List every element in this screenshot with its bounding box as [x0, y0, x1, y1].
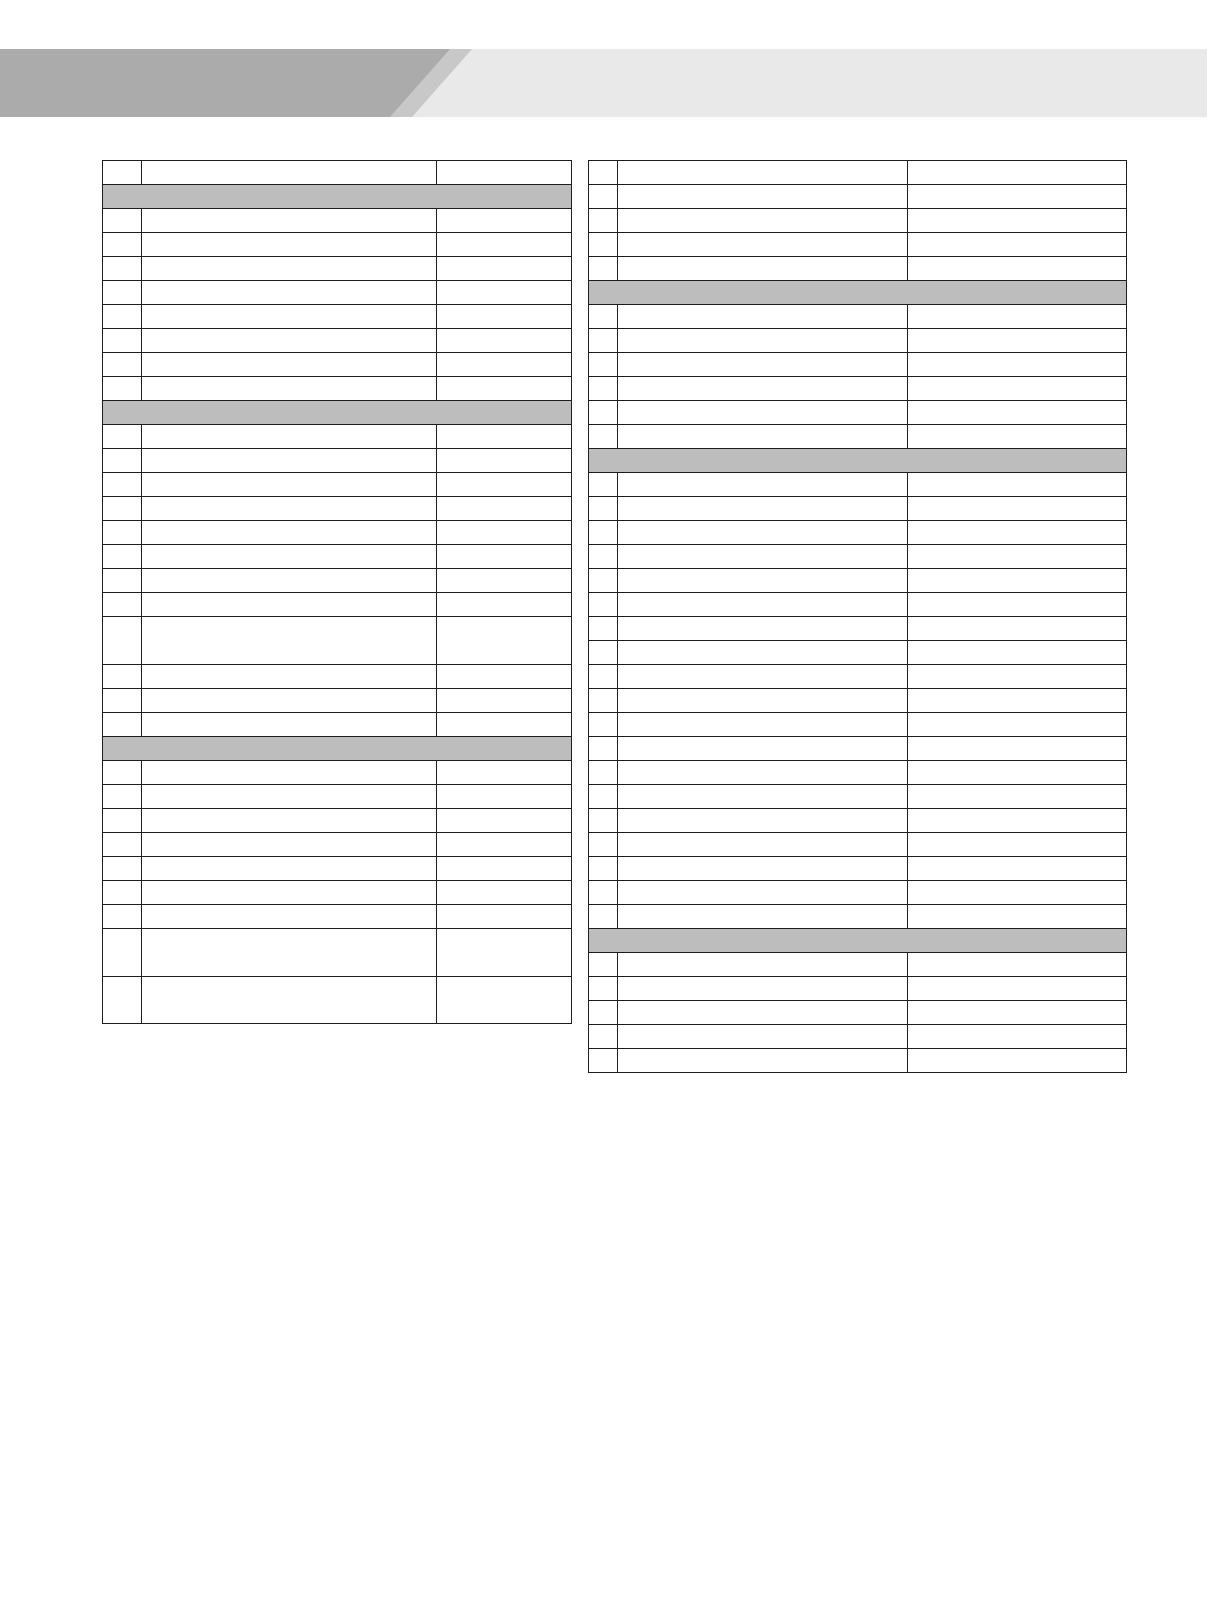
value-cell [908, 593, 1127, 617]
right-table-row [589, 737, 1127, 761]
number-cell [103, 593, 142, 617]
value-cell [908, 185, 1127, 209]
right-table-row [589, 689, 1127, 713]
right-table-row [589, 353, 1127, 377]
number-cell [103, 161, 142, 185]
left-table-body [103, 161, 572, 1024]
number-cell [103, 713, 142, 737]
value-cell [908, 521, 1127, 545]
value-cell [908, 833, 1127, 857]
number-cell [589, 593, 618, 617]
number-cell [589, 905, 618, 929]
number-cell [103, 521, 142, 545]
number-cell [103, 977, 142, 1024]
left-table-row [103, 713, 572, 737]
number-cell [589, 185, 618, 209]
number-cell [589, 1049, 618, 1073]
number-cell [589, 305, 618, 329]
description-cell [618, 857, 908, 881]
description-cell [618, 833, 908, 857]
right-table-row [589, 161, 1127, 185]
value-cell [437, 929, 572, 977]
value-cell [908, 641, 1127, 665]
left-table-row [103, 209, 572, 233]
left-section-header [103, 185, 572, 209]
value-cell [908, 617, 1127, 641]
banner-dark-band [0, 49, 450, 117]
description-cell [618, 305, 908, 329]
section-header-cell [103, 737, 572, 761]
left-table-row [103, 761, 572, 785]
number-cell [589, 881, 618, 905]
description-cell [142, 161, 437, 185]
left-table-row [103, 305, 572, 329]
right-table-body [589, 161, 1127, 1073]
number-cell [103, 857, 142, 881]
header-banner-graphic [0, 0, 1221, 130]
description-cell [618, 1025, 908, 1049]
right-table-row [589, 809, 1127, 833]
value-cell [437, 689, 572, 713]
description-cell [142, 905, 437, 929]
number-cell [103, 761, 142, 785]
number-cell [103, 569, 142, 593]
description-cell [142, 713, 437, 737]
right-table-row [589, 977, 1127, 1001]
number-cell [589, 497, 618, 521]
number-cell [589, 209, 618, 233]
left-table-row [103, 353, 572, 377]
section-header-cell [589, 929, 1127, 953]
description-cell [142, 233, 437, 257]
value-cell [437, 665, 572, 689]
description-cell [142, 881, 437, 905]
value-cell [908, 857, 1127, 881]
description-cell [618, 713, 908, 737]
number-cell [589, 785, 618, 809]
value-cell [908, 689, 1127, 713]
right-table-row [589, 593, 1127, 617]
left-table-row [103, 281, 572, 305]
number-cell [589, 401, 618, 425]
number-cell [589, 425, 618, 449]
description-cell [618, 809, 908, 833]
description-cell [142, 569, 437, 593]
description-cell [618, 1001, 908, 1025]
number-cell [103, 473, 142, 497]
value-cell [437, 425, 572, 449]
value-cell [437, 881, 572, 905]
description-cell [142, 761, 437, 785]
value-cell [437, 857, 572, 881]
description-cell [618, 977, 908, 1001]
left-table-row [103, 881, 572, 905]
value-cell [908, 569, 1127, 593]
number-cell [103, 257, 142, 281]
description-cell [142, 809, 437, 833]
right-table-row [589, 185, 1127, 209]
value-cell [908, 737, 1127, 761]
description-cell [142, 521, 437, 545]
right-table-row [589, 881, 1127, 905]
number-cell [103, 209, 142, 233]
number-cell [589, 641, 618, 665]
number-cell [589, 329, 618, 353]
value-cell [437, 521, 572, 545]
number-cell [589, 857, 618, 881]
left-table-row [103, 545, 572, 569]
description-cell [618, 161, 908, 185]
description-cell [142, 329, 437, 353]
value-cell [908, 713, 1127, 737]
description-cell [618, 233, 908, 257]
right-table-row [589, 1025, 1127, 1049]
description-cell [142, 617, 437, 665]
number-cell [589, 737, 618, 761]
right-table [588, 160, 1127, 1073]
description-cell [618, 329, 908, 353]
left-table-row [103, 569, 572, 593]
description-cell [618, 665, 908, 689]
section-header-cell [103, 185, 572, 209]
left-table [102, 160, 572, 1024]
value-cell [437, 473, 572, 497]
right-table-row [589, 905, 1127, 929]
description-cell [618, 425, 908, 449]
number-cell [589, 161, 618, 185]
number-cell [103, 233, 142, 257]
value-cell [908, 209, 1127, 233]
value-cell [908, 473, 1127, 497]
number-cell [589, 233, 618, 257]
value-cell [437, 593, 572, 617]
value-cell [908, 881, 1127, 905]
value-cell [908, 425, 1127, 449]
value-cell [908, 377, 1127, 401]
right-table-row [589, 617, 1127, 641]
value-cell [908, 497, 1127, 521]
number-cell [103, 449, 142, 473]
right-table-row [589, 713, 1127, 737]
number-cell [589, 521, 618, 545]
right-section-header [589, 449, 1127, 473]
number-cell [589, 953, 618, 977]
left-table-row [103, 929, 572, 977]
value-cell [908, 353, 1127, 377]
number-cell [589, 1001, 618, 1025]
left-table-row [103, 617, 572, 665]
right-section-header [589, 929, 1127, 953]
description-cell [618, 353, 908, 377]
description-cell [618, 569, 908, 593]
value-cell [908, 1025, 1127, 1049]
value-cell [908, 233, 1127, 257]
description-cell [618, 689, 908, 713]
description-cell [142, 281, 437, 305]
number-cell [103, 329, 142, 353]
value-cell [908, 977, 1127, 1001]
number-cell [589, 713, 618, 737]
value-cell [908, 665, 1127, 689]
description-cell [618, 497, 908, 521]
number-cell [589, 353, 618, 377]
number-cell [589, 833, 618, 857]
section-header-cell [589, 281, 1127, 305]
number-cell [589, 1025, 618, 1049]
value-cell [437, 257, 572, 281]
number-cell [103, 929, 142, 977]
value-cell [437, 209, 572, 233]
value-cell [437, 905, 572, 929]
right-table-row [589, 1001, 1127, 1025]
banner-light-band [410, 49, 1207, 117]
description-cell [142, 209, 437, 233]
left-table-row [103, 977, 572, 1024]
section-header-cell [103, 401, 572, 425]
number-cell [589, 665, 618, 689]
description-cell [618, 737, 908, 761]
number-cell [589, 809, 618, 833]
right-table-row [589, 329, 1127, 353]
value-cell [437, 329, 572, 353]
description-cell [142, 377, 437, 401]
value-cell [908, 161, 1127, 185]
right-table-row [589, 665, 1127, 689]
description-cell [142, 545, 437, 569]
description-cell [618, 377, 908, 401]
number-cell [103, 545, 142, 569]
right-table-row [589, 209, 1127, 233]
number-cell [589, 569, 618, 593]
description-cell [618, 617, 908, 641]
value-cell [437, 713, 572, 737]
number-cell [103, 425, 142, 449]
number-cell [103, 665, 142, 689]
left-table-row [103, 665, 572, 689]
left-table-row [103, 233, 572, 257]
description-cell [142, 857, 437, 881]
number-cell [103, 377, 142, 401]
number-cell [103, 353, 142, 377]
right-table-row [589, 569, 1127, 593]
value-cell [437, 449, 572, 473]
number-cell [103, 809, 142, 833]
value-cell [437, 497, 572, 521]
description-cell [618, 953, 908, 977]
description-cell [618, 785, 908, 809]
description-cell [618, 257, 908, 281]
left-table-row [103, 329, 572, 353]
left-table-row [103, 497, 572, 521]
number-cell [589, 977, 618, 1001]
value-cell [437, 617, 572, 665]
left-table-row [103, 521, 572, 545]
description-cell [142, 497, 437, 521]
right-table-row [589, 401, 1127, 425]
right-table-row [589, 857, 1127, 881]
right-table-row [589, 521, 1127, 545]
right-table-row [589, 233, 1127, 257]
number-cell [589, 761, 618, 785]
left-table-row [103, 785, 572, 809]
description-cell [142, 689, 437, 713]
description-cell [142, 929, 437, 977]
right-table-row [589, 305, 1127, 329]
right-table-row [589, 377, 1127, 401]
value-cell [437, 545, 572, 569]
left-table-row [103, 257, 572, 281]
value-cell [437, 305, 572, 329]
description-cell [618, 593, 908, 617]
description-cell [618, 521, 908, 545]
value-cell [908, 1049, 1127, 1073]
right-table-row [589, 785, 1127, 809]
left-table-row [103, 473, 572, 497]
right-table-row [589, 425, 1127, 449]
value-cell [908, 953, 1127, 977]
left-table-row [103, 689, 572, 713]
description-cell [618, 401, 908, 425]
left-table-row [103, 905, 572, 929]
value-cell [908, 761, 1127, 785]
description-cell [618, 881, 908, 905]
right-table-row [589, 833, 1127, 857]
description-cell [618, 761, 908, 785]
value-cell [908, 785, 1127, 809]
description-cell [142, 305, 437, 329]
number-cell [103, 689, 142, 713]
left-table-row [103, 425, 572, 449]
value-cell [437, 977, 572, 1024]
left-table-row [103, 809, 572, 833]
right-table-row [589, 1049, 1127, 1073]
value-cell [908, 809, 1127, 833]
description-cell [142, 665, 437, 689]
value-cell [437, 809, 572, 833]
left-table-row [103, 857, 572, 881]
number-cell [103, 305, 142, 329]
value-cell [437, 353, 572, 377]
value-cell [908, 545, 1127, 569]
value-cell [437, 377, 572, 401]
value-cell [908, 1001, 1127, 1025]
value-cell [437, 233, 572, 257]
right-table-row [589, 497, 1127, 521]
value-cell [437, 833, 572, 857]
left-table-row [103, 377, 572, 401]
description-cell [142, 785, 437, 809]
description-cell [142, 833, 437, 857]
description-cell [142, 593, 437, 617]
description-cell [142, 425, 437, 449]
right-section-header [589, 281, 1127, 305]
description-cell [142, 473, 437, 497]
value-cell [437, 569, 572, 593]
left-table-row [103, 449, 572, 473]
description-cell [618, 545, 908, 569]
value-cell [437, 161, 572, 185]
description-cell [618, 185, 908, 209]
description-cell [618, 473, 908, 497]
number-cell [589, 545, 618, 569]
number-cell [103, 281, 142, 305]
number-cell [589, 473, 618, 497]
left-table-row [103, 161, 572, 185]
description-cell [618, 1049, 908, 1073]
number-cell [103, 617, 142, 665]
number-cell [103, 833, 142, 857]
value-cell [908, 305, 1127, 329]
left-section-header [103, 401, 572, 425]
description-cell [618, 209, 908, 233]
left-table-row [103, 833, 572, 857]
right-table-row [589, 953, 1127, 977]
number-cell [103, 785, 142, 809]
value-cell [908, 905, 1127, 929]
section-header-cell [589, 449, 1127, 473]
left-section-header [103, 737, 572, 761]
right-table-row [589, 761, 1127, 785]
description-cell [618, 641, 908, 665]
number-cell [589, 689, 618, 713]
value-cell [908, 329, 1127, 353]
number-cell [103, 881, 142, 905]
number-cell [103, 497, 142, 521]
description-cell [142, 977, 437, 1024]
number-cell [589, 257, 618, 281]
left-table-row [103, 593, 572, 617]
right-table-row [589, 641, 1127, 665]
description-cell [618, 905, 908, 929]
number-cell [589, 617, 618, 641]
description-cell [142, 257, 437, 281]
value-cell [908, 401, 1127, 425]
right-table-row [589, 257, 1127, 281]
value-cell [437, 281, 572, 305]
value-cell [908, 257, 1127, 281]
value-cell [437, 785, 572, 809]
header-banner [0, 0, 1221, 130]
right-table-row [589, 545, 1127, 569]
number-cell [103, 905, 142, 929]
description-cell [142, 449, 437, 473]
description-cell [142, 353, 437, 377]
right-table-row [589, 473, 1127, 497]
value-cell [437, 761, 572, 785]
number-cell [589, 377, 618, 401]
